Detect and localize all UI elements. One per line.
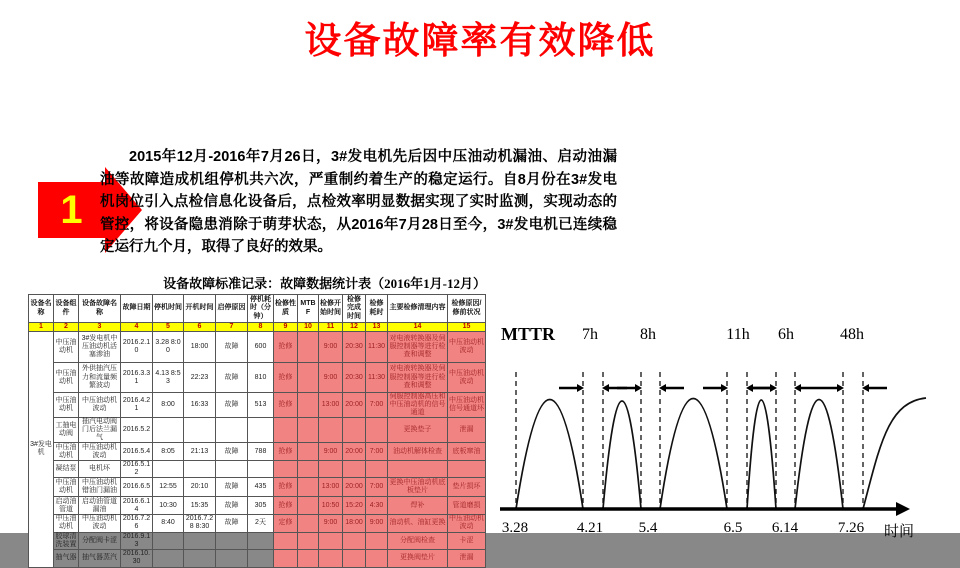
table-cell: 9:00 bbox=[319, 515, 343, 532]
x-tick-label: 3.28 bbox=[501, 520, 529, 536]
table-cell: 故障 bbox=[216, 393, 248, 418]
table-cell: 故障 bbox=[216, 443, 248, 461]
header-cell: 停机时间 bbox=[153, 295, 184, 323]
table-cell: 8:40 bbox=[153, 515, 184, 532]
table-cell bbox=[388, 461, 448, 478]
arrow-body bbox=[38, 182, 105, 238]
table-cell bbox=[298, 332, 319, 363]
col-number-cell: 12 bbox=[343, 323, 366, 332]
table-cell bbox=[366, 549, 388, 567]
table-cell: 10:30 bbox=[153, 497, 184, 515]
table-cell bbox=[366, 532, 388, 549]
table-cell: 中压油动机信号通道坏 bbox=[448, 393, 486, 418]
table-cell: 9:00 bbox=[319, 443, 343, 461]
col-number-cell: 9 bbox=[274, 323, 298, 332]
table-cell: 513 bbox=[248, 393, 274, 418]
table-cell: 中压油动机错油门漏油 bbox=[79, 478, 121, 497]
header-cell: 设备名称 bbox=[29, 295, 54, 323]
table-cell: 13:00 bbox=[319, 478, 343, 497]
table-cell: 18:00 bbox=[343, 515, 366, 532]
x-tick-label: 4.21 bbox=[576, 520, 604, 536]
col-number-cell: 15 bbox=[448, 323, 486, 332]
table-cell: 抽气器 bbox=[54, 549, 79, 567]
table-cell bbox=[248, 549, 274, 567]
table-cell: 中压油动机波动 bbox=[448, 363, 486, 393]
table-cell bbox=[343, 549, 366, 567]
table-cell: 2016.2.10 bbox=[121, 332, 153, 363]
table-cell bbox=[153, 549, 184, 567]
table-cell bbox=[274, 549, 298, 567]
header-cell: 启停原因 bbox=[216, 295, 248, 323]
table-row bbox=[29, 515, 486, 532]
table-cell: 3#发电机中压油动机活塞渗油 bbox=[79, 332, 121, 363]
x-tick-label: 5.4 bbox=[638, 520, 658, 536]
table-cell: 抢修 bbox=[274, 478, 298, 497]
table-cell bbox=[366, 418, 388, 443]
table-cell: 卡涩 bbox=[448, 532, 486, 549]
table-cell: 故障 bbox=[216, 363, 248, 393]
table-cell: 抢修 bbox=[274, 497, 298, 515]
equipment-name-cell: 3#发电机 bbox=[29, 332, 54, 568]
table-row bbox=[29, 497, 486, 515]
col-number-cell: 6 bbox=[184, 323, 216, 332]
table-cell: 垫片损坏 bbox=[448, 478, 486, 497]
table-cell: 4.13 8:53 bbox=[153, 363, 184, 393]
table-cell: 2016.7.28 8:30 bbox=[184, 515, 216, 532]
table-cell: 更换中压油动机底板垫片 bbox=[388, 478, 448, 497]
table-cell: 3.28 8:00 bbox=[153, 332, 184, 363]
table-cell bbox=[343, 532, 366, 549]
table-cell: 15:35 bbox=[184, 497, 216, 515]
table-cell: 7:00 bbox=[366, 443, 388, 461]
col-number-cell: 13 bbox=[366, 323, 388, 332]
table-cell: 2016.9.13 bbox=[121, 532, 153, 549]
table-cell bbox=[216, 549, 248, 567]
header-cell: 设备组件 bbox=[54, 295, 79, 323]
col-number-cell: 1 bbox=[29, 323, 54, 332]
header-cell: 检修完成时间 bbox=[343, 295, 366, 323]
table-cell bbox=[298, 515, 319, 532]
table-cell: 2016.10.30 bbox=[121, 549, 153, 567]
table-cell: 435 bbox=[248, 478, 274, 497]
table-row bbox=[29, 363, 486, 393]
table-cell: 2016.6.5 bbox=[121, 478, 153, 497]
table-cell: 故障 bbox=[216, 332, 248, 363]
x-tick-label: 6.5 bbox=[723, 520, 743, 536]
mttr-hour-label: 8h bbox=[640, 326, 656, 343]
chart-measure-arrows bbox=[559, 384, 887, 392]
x-tick-label: 7.26 bbox=[837, 520, 865, 536]
table-cell: 中压油动机波动 bbox=[79, 393, 121, 418]
table-cell bbox=[216, 418, 248, 443]
table-cell bbox=[184, 461, 216, 478]
table-cell: 11:30 bbox=[366, 363, 388, 393]
table-row bbox=[29, 478, 486, 497]
table-cell: 7:00 bbox=[366, 478, 388, 497]
col-number-cell: 5 bbox=[153, 323, 184, 332]
table-cell: 20:00 bbox=[343, 478, 366, 497]
table-cell: 故障 bbox=[216, 515, 248, 532]
table-cell: 788 bbox=[248, 443, 274, 461]
table-cell: 8:05 bbox=[153, 443, 184, 461]
header-cell: 检修性质 bbox=[274, 295, 298, 323]
header-cell: MTBF bbox=[298, 295, 319, 323]
table-cell bbox=[448, 461, 486, 478]
table-cell bbox=[319, 549, 343, 567]
table-cell: 泄漏 bbox=[448, 418, 486, 443]
table-cell: 12:55 bbox=[153, 478, 184, 497]
table-row bbox=[29, 443, 486, 461]
table-cell: 抢修 bbox=[274, 393, 298, 418]
table-cell: 抢修 bbox=[274, 363, 298, 393]
table-cell: 810 bbox=[248, 363, 274, 393]
col-number-cell: 10 bbox=[298, 323, 319, 332]
fault-table bbox=[28, 294, 486, 568]
mttr-hour-label: 7h bbox=[582, 326, 598, 343]
table-cell: 10:50 bbox=[319, 497, 343, 515]
mttr-hour-label: 48h bbox=[840, 326, 864, 343]
table-head bbox=[29, 295, 486, 332]
x-tick-label: 6.14 bbox=[771, 520, 799, 536]
fault-table-section bbox=[28, 273, 486, 568]
chart-x-axis bbox=[500, 502, 910, 516]
table-cell: 油动机、油缸更换 bbox=[388, 515, 448, 532]
table-cell: 11:30 bbox=[366, 332, 388, 363]
mttr-axis-label: MTTR bbox=[501, 324, 555, 344]
table-cell bbox=[319, 418, 343, 443]
table-cell: 对电液转换器及伺服控制器等进行检查和调整 bbox=[388, 332, 448, 363]
table-cell bbox=[248, 418, 274, 443]
table-cell bbox=[274, 418, 298, 443]
table-cell bbox=[153, 461, 184, 478]
table-cell: 18:00 bbox=[184, 332, 216, 363]
table-cell: 更换垫子 bbox=[388, 418, 448, 443]
table-cell: 抽汽电动阀门后法兰漏气 bbox=[79, 418, 121, 443]
mttr-hour-label: 6h bbox=[778, 326, 794, 343]
table-cell bbox=[274, 461, 298, 478]
table-cell: 定修 bbox=[274, 515, 298, 532]
axis-arrow-icon bbox=[896, 502, 910, 516]
table-cell: 分配阀检查 bbox=[388, 532, 448, 549]
table-cell: 中压油动机波动 bbox=[448, 332, 486, 363]
table-cell: 电机坏 bbox=[79, 461, 121, 478]
table-cell: 2016.5.4 bbox=[121, 443, 153, 461]
table-cell bbox=[298, 363, 319, 393]
table-cell: 中压油动机波动 bbox=[449, 515, 484, 531]
table-cell bbox=[298, 549, 319, 567]
header-cell: 停机耗时（分钟） bbox=[248, 295, 274, 323]
table-cell bbox=[366, 461, 388, 478]
table-cell: 中压油动机 bbox=[54, 478, 79, 497]
chart-dashed-lines bbox=[516, 372, 863, 509]
table-cell bbox=[343, 461, 366, 478]
table-cell: 中压油动机波动 bbox=[79, 443, 121, 461]
table-cell: 分配阀卡涩 bbox=[79, 532, 121, 549]
fault-table-body bbox=[29, 332, 486, 568]
table-cell: 2016.5.2 bbox=[121, 418, 153, 443]
table-cell: 9:00 bbox=[319, 332, 343, 363]
table-cell: 伺服控制器高压和中压油动机的信号通道 bbox=[389, 393, 446, 417]
table-cell: 20:00 bbox=[343, 393, 366, 418]
table-cell bbox=[153, 418, 184, 443]
table-title: 设备故障标准记录：故障数据统计表（2016年1月-12月） bbox=[163, 276, 486, 291]
table-cell bbox=[184, 532, 216, 549]
table-cell bbox=[298, 443, 319, 461]
table-cell: 2016.5.12 bbox=[121, 461, 153, 478]
chart-curve bbox=[516, 398, 926, 509]
table-cell bbox=[298, 393, 319, 418]
table-row bbox=[29, 532, 486, 549]
table-cell: 泄漏 bbox=[448, 549, 486, 567]
table-cell bbox=[216, 532, 248, 549]
table-cell: 15:20 bbox=[343, 497, 366, 515]
table-cell bbox=[153, 532, 184, 549]
table-cell: 22:23 bbox=[184, 363, 216, 393]
mttr-hour-label: 11h bbox=[726, 326, 750, 343]
header-cell: 检修耗时 bbox=[366, 295, 388, 323]
table-cell: 20:30 bbox=[343, 363, 366, 393]
table-row bbox=[29, 332, 486, 363]
table-cell: 故障 bbox=[216, 478, 248, 497]
table-cell bbox=[319, 532, 343, 549]
table-cell: 21:13 bbox=[184, 443, 216, 461]
table-cell: 油动机解体检查 bbox=[388, 443, 448, 461]
table-cell: 对电液转换器及伺服控制器等进行检查和调整 bbox=[388, 363, 448, 393]
table-cell bbox=[298, 478, 319, 497]
table-cell: 启动油管道漏油 bbox=[79, 497, 121, 515]
table-row bbox=[29, 393, 486, 418]
table-cell: 2016.4.21 bbox=[121, 393, 153, 418]
table-cell: 2天 bbox=[248, 515, 274, 532]
table-cell: 9:00 bbox=[366, 515, 388, 532]
table-cell: 20:30 bbox=[343, 332, 366, 363]
table-cell: 抢修 bbox=[274, 332, 298, 363]
table-cell bbox=[298, 497, 319, 515]
table-cell: 抽气器蒸汽 bbox=[79, 549, 121, 567]
table-cell bbox=[184, 418, 216, 443]
summary-paragraph: 2015年12月-2016年7月26日，3#发电机先后因中压油动机漏油、启动油漏油等故障造成机组停机共六次，严重制约着生产的稳定运行。自8月份在3#发电机岗位引入点检信息化设备后，点检效率明显数据实现了实时监测，实现动态的管控，将设备隐患消除于萌芽状态，从2016年7月28日至今，3#发电机已连续稳定运行九个月，取得了良好的效果。 bbox=[100, 149, 617, 255]
col-number-cell: 4 bbox=[121, 323, 153, 332]
table-cell: 4:30 bbox=[366, 497, 388, 515]
table-cell: 7:00 bbox=[366, 393, 388, 418]
table-cell: 凝结泵 bbox=[54, 461, 79, 478]
table-cell: 管道磨损 bbox=[448, 497, 486, 515]
header-cell: 检修开始时间 bbox=[319, 295, 343, 323]
col-number-cell: 8 bbox=[248, 323, 274, 332]
table-cell: 中压油动机 bbox=[55, 515, 77, 531]
table-cell bbox=[298, 461, 319, 478]
x-axis-title: 时间 bbox=[884, 524, 915, 540]
table-cell bbox=[274, 532, 298, 549]
table-cell: 中压油动机 bbox=[54, 332, 79, 363]
table-cell: 20:00 bbox=[343, 443, 366, 461]
step-number: 1 bbox=[60, 188, 83, 232]
table-cell: 底板窜油 bbox=[448, 443, 486, 461]
table-cell: 9:00 bbox=[319, 363, 343, 393]
table-cell: 中压油动机 bbox=[55, 443, 77, 459]
table-cell: 16:33 bbox=[184, 393, 216, 418]
table-cell: 13:00 bbox=[319, 393, 343, 418]
header-cell: 开机时间 bbox=[184, 295, 216, 323]
table-cell: 更换阀垫片 bbox=[388, 549, 448, 567]
table-cell: 中压油动机波动 bbox=[79, 515, 121, 532]
table-cell: 启动油管道 bbox=[55, 497, 77, 513]
table-cell bbox=[298, 418, 319, 443]
table-cell: 焊补 bbox=[388, 497, 448, 515]
header-cell: 主要检修清理内容 bbox=[388, 295, 448, 323]
page-title: 设备故障率有效降低 bbox=[304, 20, 656, 61]
table-cell bbox=[343, 418, 366, 443]
table-cell: 中压油动机 bbox=[54, 393, 79, 418]
table-cell: 抢修 bbox=[274, 443, 298, 461]
col-number-cell: 7 bbox=[216, 323, 248, 332]
table-cell bbox=[248, 532, 274, 549]
table-cell: 600 bbox=[248, 332, 274, 363]
table-cell: 胶球清洗装置 bbox=[55, 532, 77, 548]
table-row bbox=[29, 549, 486, 567]
header-cell: 设备故障名称 bbox=[79, 295, 121, 323]
table-cell: 中压油动机 bbox=[54, 363, 79, 393]
col-number-cell: 14 bbox=[388, 323, 448, 332]
table-cell: 故障 bbox=[216, 497, 248, 515]
table-cell bbox=[184, 549, 216, 567]
table-cell bbox=[248, 461, 274, 478]
col-number-cell: 2 bbox=[54, 323, 79, 332]
table-cell: 20:10 bbox=[184, 478, 216, 497]
table-row bbox=[29, 418, 486, 443]
col-number-cell: 3 bbox=[79, 323, 121, 332]
col-number-cell: 11 bbox=[319, 323, 343, 332]
table-cell: 2016.6.14 bbox=[121, 497, 153, 515]
table-cell: 2016.3.31 bbox=[121, 363, 153, 393]
table-cell: 305 bbox=[248, 497, 274, 515]
table-cell: 2016.7.26 bbox=[121, 515, 153, 532]
table-row bbox=[29, 461, 486, 478]
table-cell: 8:00 bbox=[153, 393, 184, 418]
table-cell: 外供抽汽压力和流量频繁波动 bbox=[79, 363, 121, 393]
table-cell bbox=[298, 532, 319, 549]
table-cell: 工抽电动阀 bbox=[54, 418, 79, 443]
header-cell: 故障日期 bbox=[121, 295, 153, 323]
table-cell bbox=[319, 461, 343, 478]
table-cell bbox=[216, 461, 248, 478]
header-cell: 检修原因/修前状况 bbox=[448, 295, 486, 323]
